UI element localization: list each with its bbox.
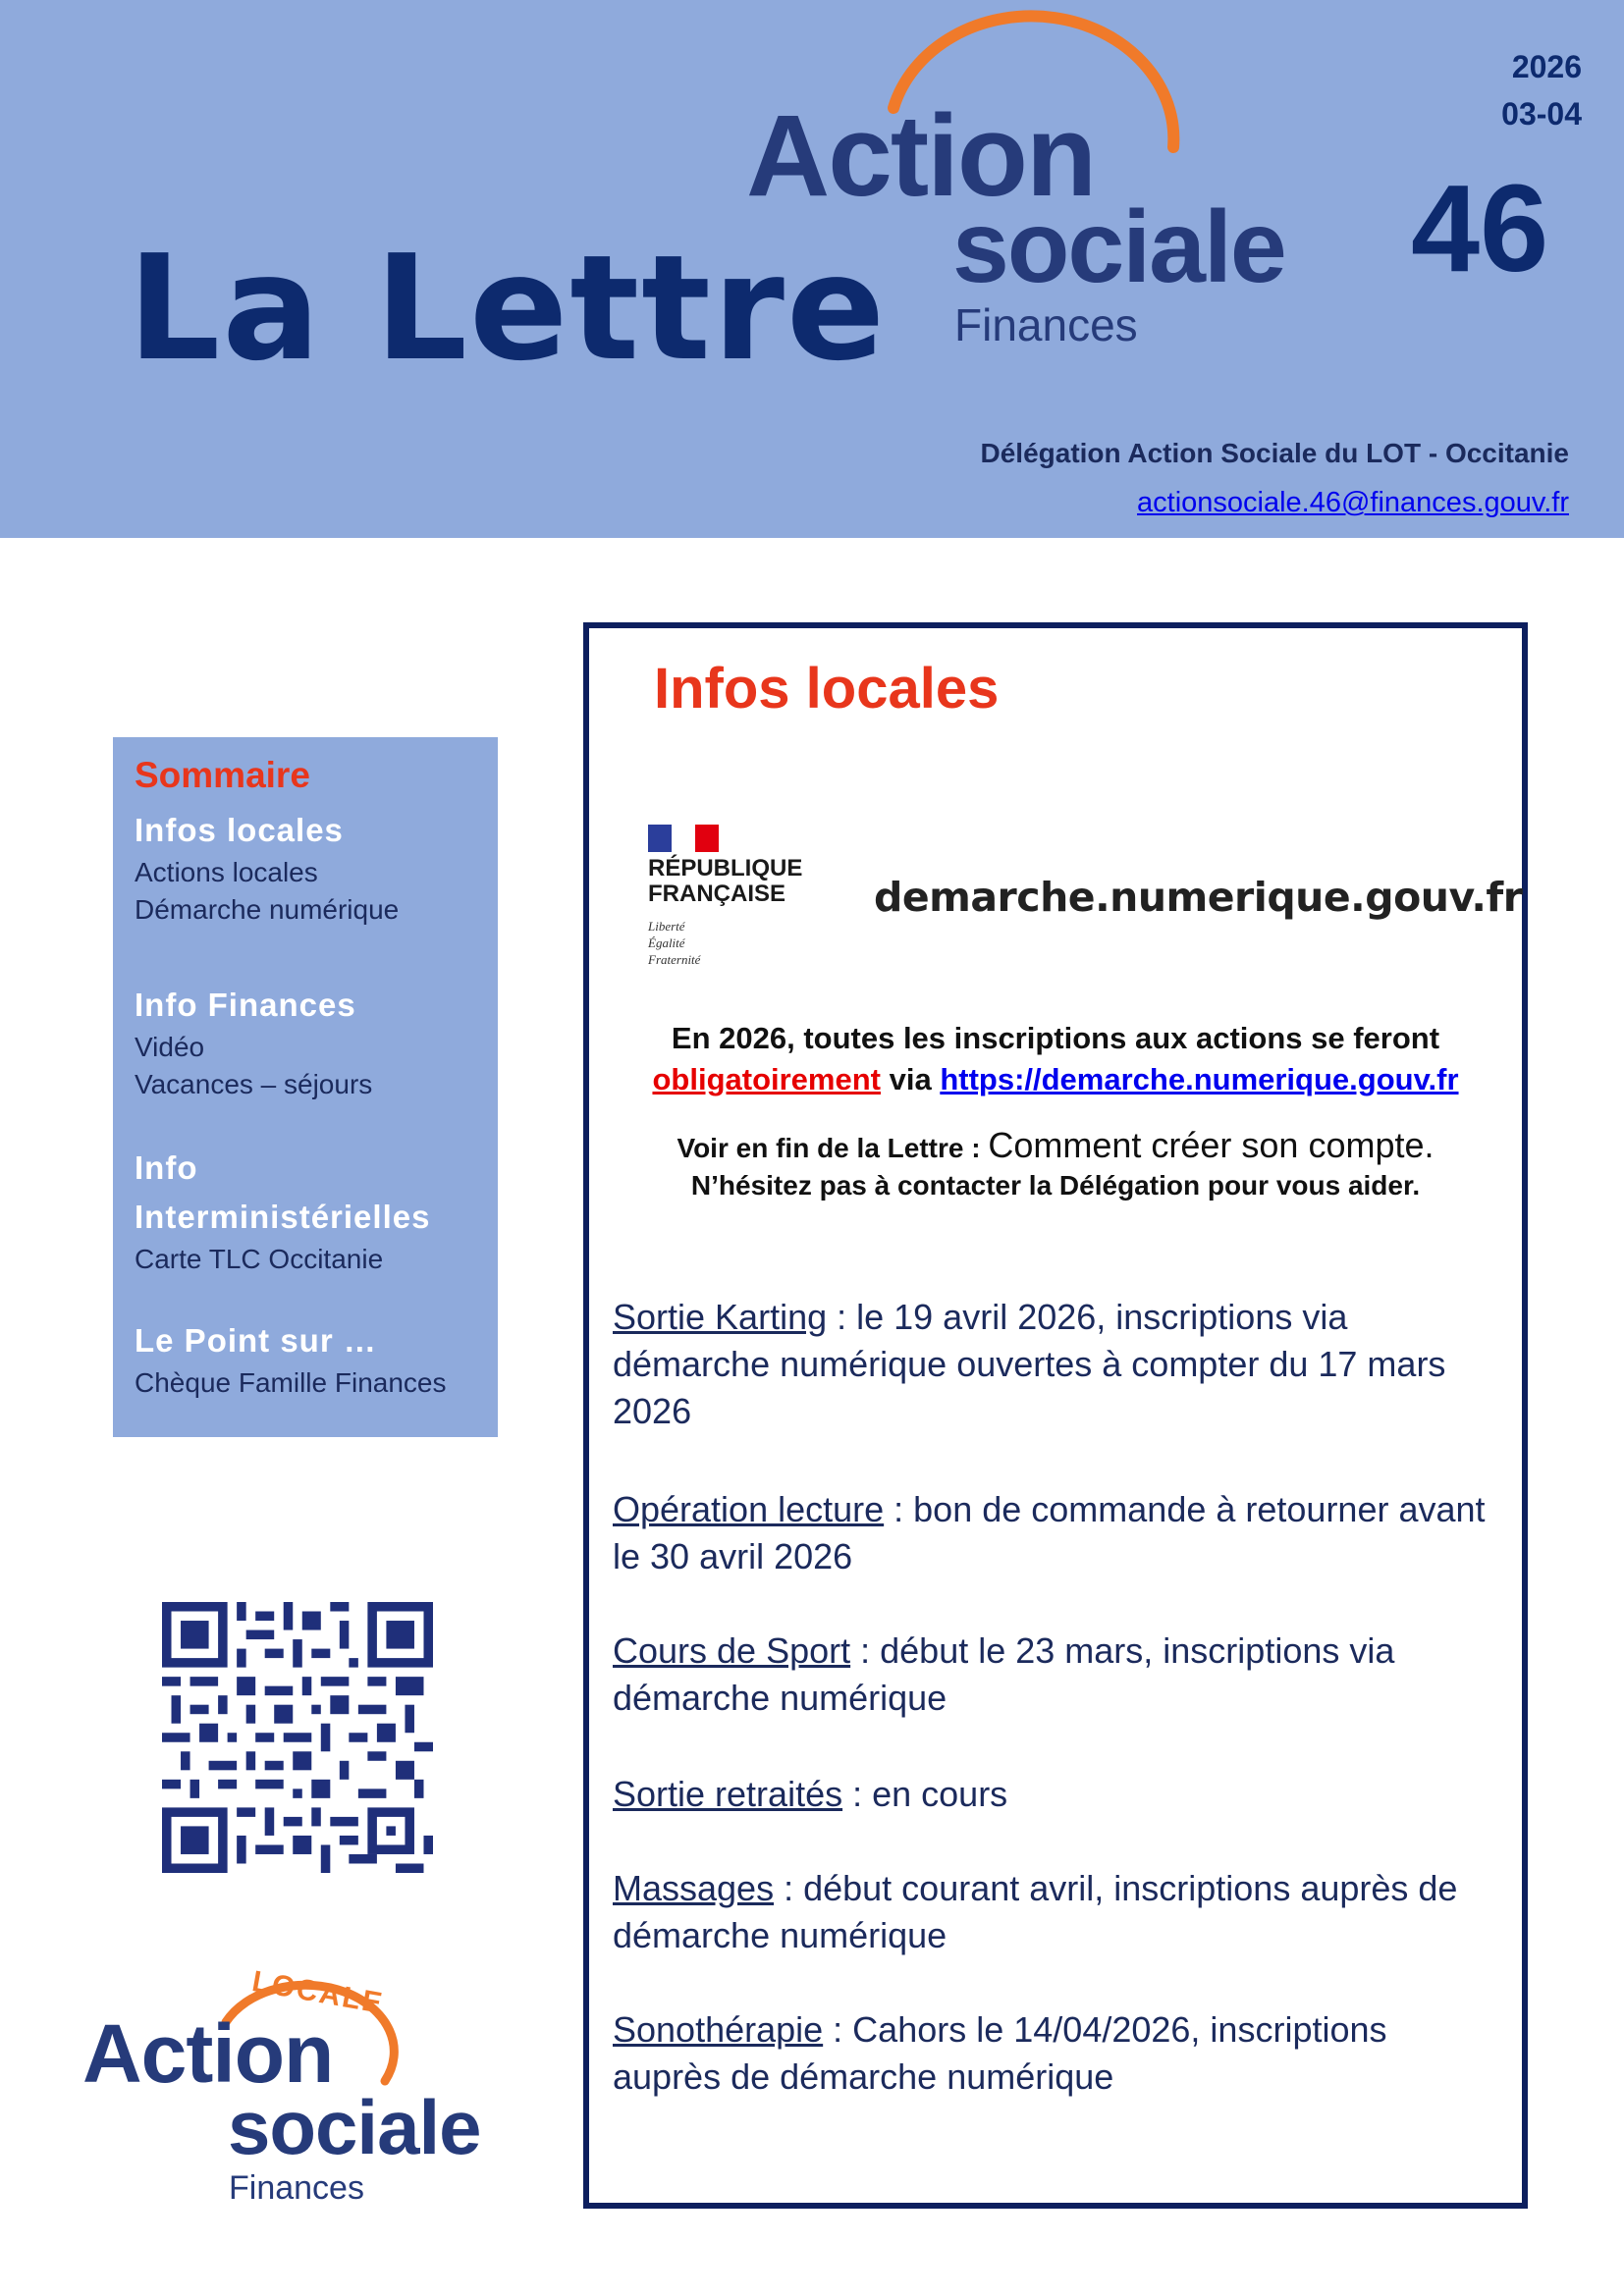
bottom-logo-arc-icon [0, 0, 589, 2296]
bottom-logo-finances: Finances [229, 2169, 364, 2207]
item-text: : bon de commande à retourner avant le 30 avril 2026 [613, 1489, 1486, 1576]
item-text: : le 19 avril 2026, inscriptions via démarche numérique ouvertes à compter du 17 mars 2026 [613, 1297, 1446, 1431]
item-name: Massages [613, 1868, 775, 1908]
notice-line2 [589, 1062, 1522, 1097]
sommaire-section-info-finances[interactable]: Info Finances [135, 987, 356, 1023]
sommaire-item[interactable]: Actions locales [135, 857, 318, 887]
logo-text-action: Action [746, 91, 1096, 221]
bottom-logo-action: Action [82, 2007, 334, 2100]
item-name: Sonothérapie [613, 2009, 824, 2050]
issue-period: 03-04 [1501, 96, 1582, 132]
list-item [613, 1865, 1496, 1959]
list-item [613, 1486, 1496, 1580]
mandatory-word: obligatoirement [652, 1062, 881, 1096]
sommaire-section-info-inter-line2[interactable]: Interministérielles [135, 1199, 431, 1235]
demarche-link[interactable]: https://demarche.numerique.gouv.fr [940, 1062, 1459, 1096]
item-text: : Cahors le 14/04/2026, inscriptions auprès de démarche numérique [613, 2009, 1387, 2097]
rf-line2: FRANÇAISE [648, 881, 786, 908]
see-prefix: Voir en fin de la Lettre : [677, 1133, 989, 1163]
rf-motto-3: Fraternité [648, 951, 701, 967]
sommaire-item[interactable]: Vidéo [135, 1032, 205, 1062]
sommaire-item[interactable]: Carte TLC Occitanie [135, 1244, 384, 1274]
department-number: 46 [1411, 159, 1549, 297]
item-text: : en cours [842, 1774, 1008, 1814]
issue-date [1501, 43, 1582, 137]
item-text: : début courant avril, inscriptions auprès de démarche numérique [613, 1868, 1458, 1955]
sommaire-item[interactable]: Démarche numérique [135, 894, 400, 925]
marianne-flag-icon [648, 825, 719, 852]
sommaire-section-le-point[interactable]: Le Point sur … [135, 1322, 377, 1359]
rf-motto [648, 919, 700, 969]
republique-francaise-label [648, 856, 802, 908]
notice-line1: En 2026, toutes les inscriptions aux actions se feront [671, 1021, 1440, 1055]
rf-line1: RÉPUBLIQUE [648, 855, 803, 881]
delegation-name: Délégation Action Sociale du LOT - Occitanie [980, 438, 1569, 468]
sommaire-item[interactable]: Chèque Famille Finances [135, 1367, 447, 1398]
infos-locales-title: Infos locales [654, 657, 1000, 721]
logo-text-sociale: sociale [952, 190, 1285, 304]
logo-text-finances: Finances [954, 299, 1138, 350]
list-item [613, 1628, 1496, 1722]
rf-motto-2: Égalité [648, 934, 685, 950]
notice-line3 [589, 1125, 1522, 1166]
item-name: Sortie Karting [613, 1297, 828, 1337]
sommaire-section-info-inter-line1[interactable]: Info [135, 1149, 198, 1186]
issue-year: 2026 [1511, 49, 1582, 84]
demarche-site-label: demarche.numerique.gouv.fr [874, 874, 1523, 921]
list-item [613, 1771, 1496, 1818]
notice-contact: N’hésitez pas à contacter la Délégation pour vous aider. [690, 1170, 1421, 1201]
list-item [613, 2006, 1496, 2101]
sommaire-title: Sommaire [135, 755, 310, 795]
sommaire-section-infos-locales[interactable]: Infos locales [135, 812, 344, 848]
item-name: Sortie retraités [613, 1774, 843, 1814]
rf-motto-1: Liberté [648, 919, 685, 934]
page-title: La Lettre [128, 224, 888, 393]
see-account-text: Comment créer son compte. [988, 1125, 1435, 1165]
item-name: Cours de Sport [613, 1630, 851, 1671]
notice-via: via [880, 1062, 941, 1096]
email-link[interactable]: actionsociale.46@finances.gouv.fr [1137, 487, 1569, 518]
sommaire-item[interactable]: Vacances – séjours [135, 1069, 373, 1099]
item-name: Opération lecture [613, 1489, 885, 1529]
locale-badge: LOCALE [249, 1965, 387, 2020]
infos-locales-box [583, 622, 1528, 2209]
bottom-logo-sociale: sociale [228, 2084, 481, 2170]
item-text: : début le 23 mars, inscriptions via démarche numérique [613, 1630, 1395, 1718]
list-item [613, 1294, 1496, 1435]
